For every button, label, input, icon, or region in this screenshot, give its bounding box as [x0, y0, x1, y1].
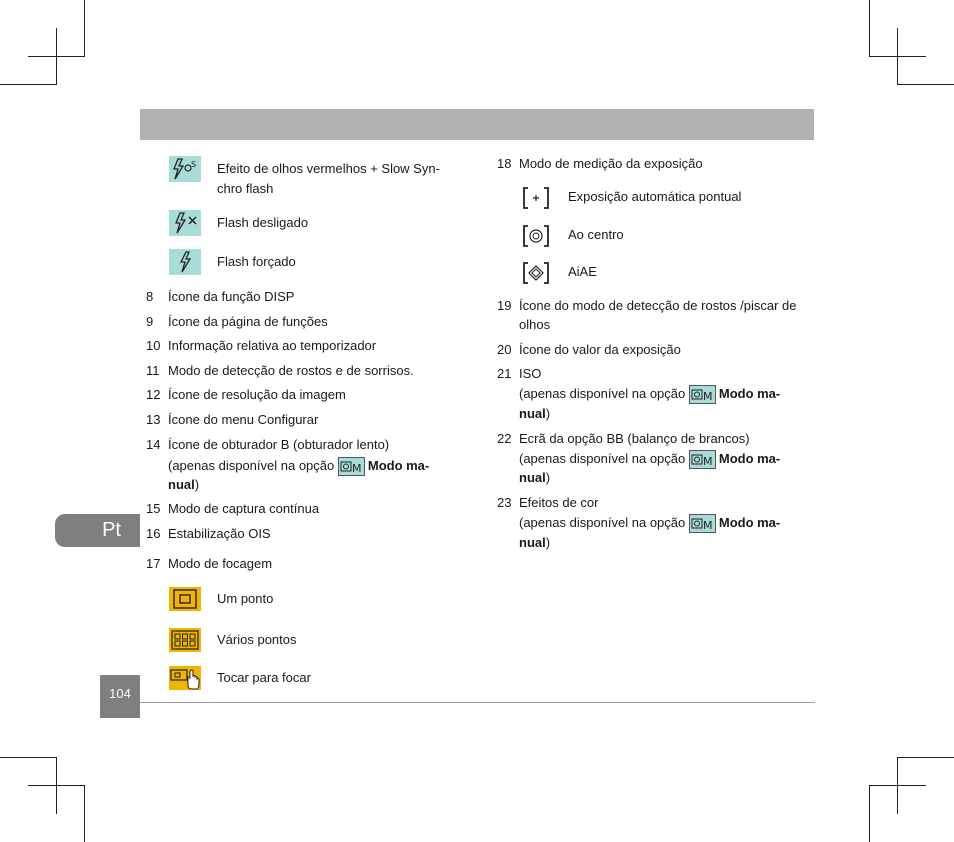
flash-redeye-slowsync-label-line2: chro flash: [217, 181, 274, 196]
item-number: 8: [146, 289, 154, 304]
item-number: 13: [146, 412, 161, 427]
flash-redeye-slowsync-icon: [169, 156, 201, 182]
crop-mark: [869, 0, 870, 57]
manual-mode-icon: [338, 457, 365, 476]
manual-mode-icon: [689, 514, 716, 533]
manual-mode-note: [519, 449, 780, 469]
note-close: ): [545, 470, 551, 485]
item-number: 9: [146, 314, 154, 329]
note-close: ): [194, 477, 200, 492]
manual-mode-icon: [689, 385, 716, 404]
note-close: ): [545, 406, 551, 421]
multi-point-focus-label: Vários pontos: [217, 632, 297, 647]
manual-mode-note: [168, 456, 429, 476]
manual-mode-note-end: [168, 475, 199, 494]
center-metering-icon: [521, 224, 551, 248]
crop-mark: [869, 785, 926, 786]
flash-redeye-slowsync-label-line1: Efeito de olhos vermelhos + Slow Syn-: [217, 161, 440, 176]
footer-rule: [140, 702, 815, 703]
note-close: ): [545, 535, 551, 550]
item-number: 10: [146, 338, 161, 353]
item-text: Ícone da página de funções: [168, 314, 328, 329]
item-number: 15: [146, 501, 161, 516]
crop-mark: [28, 785, 85, 786]
crop-mark: [869, 56, 926, 57]
svg-text:M: M: [351, 462, 362, 475]
crop-mark: [869, 785, 870, 842]
svg-text:M: M: [702, 519, 713, 532]
touch-focus-label: Tocar para focar: [217, 670, 311, 685]
item-text: Estabilização OIS: [168, 526, 271, 541]
single-point-focus-icon: [169, 587, 201, 611]
item-text: Ícone do menu Configurar: [168, 412, 319, 427]
note-prefix: (apenas disponível na opção: [519, 386, 686, 401]
manual-mode-note-end: [519, 533, 550, 552]
aiae-metering-label: AiAE: [568, 264, 597, 279]
manual-mode-note: [519, 513, 780, 533]
crop-mark: [84, 0, 85, 57]
item-number: 14: [146, 437, 161, 452]
svg-text:S: S: [191, 160, 197, 169]
center-metering-label: Ao centro: [568, 227, 624, 242]
item-text-cont: olhos: [519, 317, 551, 332]
item-text: Modo de focagem: [168, 556, 273, 571]
flash-forced-icon: [169, 249, 201, 275]
manual-mode-label: Modo ma-: [718, 515, 781, 530]
crop-mark: [897, 84, 954, 85]
manual-mode-label-end: nual: [519, 406, 546, 421]
flash-forced-label: Flash forçado: [217, 254, 296, 269]
item-number: 12: [146, 387, 161, 402]
crop-mark: [0, 757, 57, 758]
manual-mode-label-end: nual: [519, 535, 546, 550]
item-number: 17: [146, 556, 161, 571]
item-text: Modo de detecção de rostos e de sorrisos.: [168, 363, 414, 378]
note-prefix: (apenas disponível na opção: [519, 515, 686, 530]
manual-mode-note: [519, 384, 780, 404]
item-text: Ícone do modo de detecção de rostos /piscar de: [519, 298, 797, 313]
item-text: Modo de medição da exposição: [519, 156, 703, 171]
note-prefix: (apenas disponível na opção: [519, 451, 686, 466]
touch-focus-icon: [169, 666, 201, 690]
language-tab: Pt: [55, 514, 140, 547]
item-number: 23: [497, 495, 512, 510]
item-text: ISO: [519, 366, 542, 381]
flash-off-label: Flash desligado: [217, 215, 309, 230]
item-text: Ícone de resolução da imagem: [168, 387, 346, 402]
flash-off-icon: [169, 210, 201, 236]
multi-point-focus-icon: [169, 628, 201, 652]
item-number: 11: [146, 363, 160, 378]
manual-mode-label: Modo ma-: [718, 451, 781, 466]
manual-mode-label: Modo ma-: [718, 386, 781, 401]
page-number: 104: [100, 675, 140, 718]
item-number: 19: [497, 298, 512, 313]
spot-metering-label: Exposição automática pontual: [568, 189, 742, 204]
crop-mark: [897, 757, 954, 758]
manual-mode-label-end: nual: [519, 470, 546, 485]
item-text: Ícone da função DISP: [168, 289, 295, 304]
crop-mark: [0, 84, 57, 85]
crop-mark: [28, 56, 85, 57]
header-bar: [140, 109, 814, 140]
item-text: Informação relativa ao temporizador: [168, 338, 377, 353]
aiae-metering-icon: [521, 261, 551, 285]
spot-metering-icon: [521, 186, 551, 210]
item-text: Efeitos de cor: [519, 495, 599, 510]
single-point-focus-label: Um ponto: [217, 591, 274, 606]
svg-text:M: M: [702, 390, 713, 403]
manual-mode-icon: [689, 450, 716, 469]
item-text: Modo de captura contínua: [168, 501, 320, 516]
manual-mode-label: Modo ma-: [367, 458, 430, 473]
crop-mark: [84, 785, 85, 842]
item-number: 21: [497, 366, 512, 381]
manual-mode-note-end: [519, 404, 550, 423]
item-number: 20: [497, 342, 512, 357]
item-number: 22: [497, 431, 512, 446]
item-number: 18: [497, 156, 512, 171]
svg-text:M: M: [702, 455, 713, 468]
manual-mode-label-end: nual: [168, 477, 195, 492]
manual-mode-note-end: [519, 468, 550, 487]
item-number: 16: [146, 526, 161, 541]
item-text: Ícone do valor da exposição: [519, 342, 681, 357]
note-prefix: (apenas disponível na opção: [168, 458, 335, 473]
item-text: Ícone de obturador B (obturador lento): [168, 437, 390, 452]
item-text: Ecrã da opção BB (balanço de brancos): [519, 431, 750, 446]
